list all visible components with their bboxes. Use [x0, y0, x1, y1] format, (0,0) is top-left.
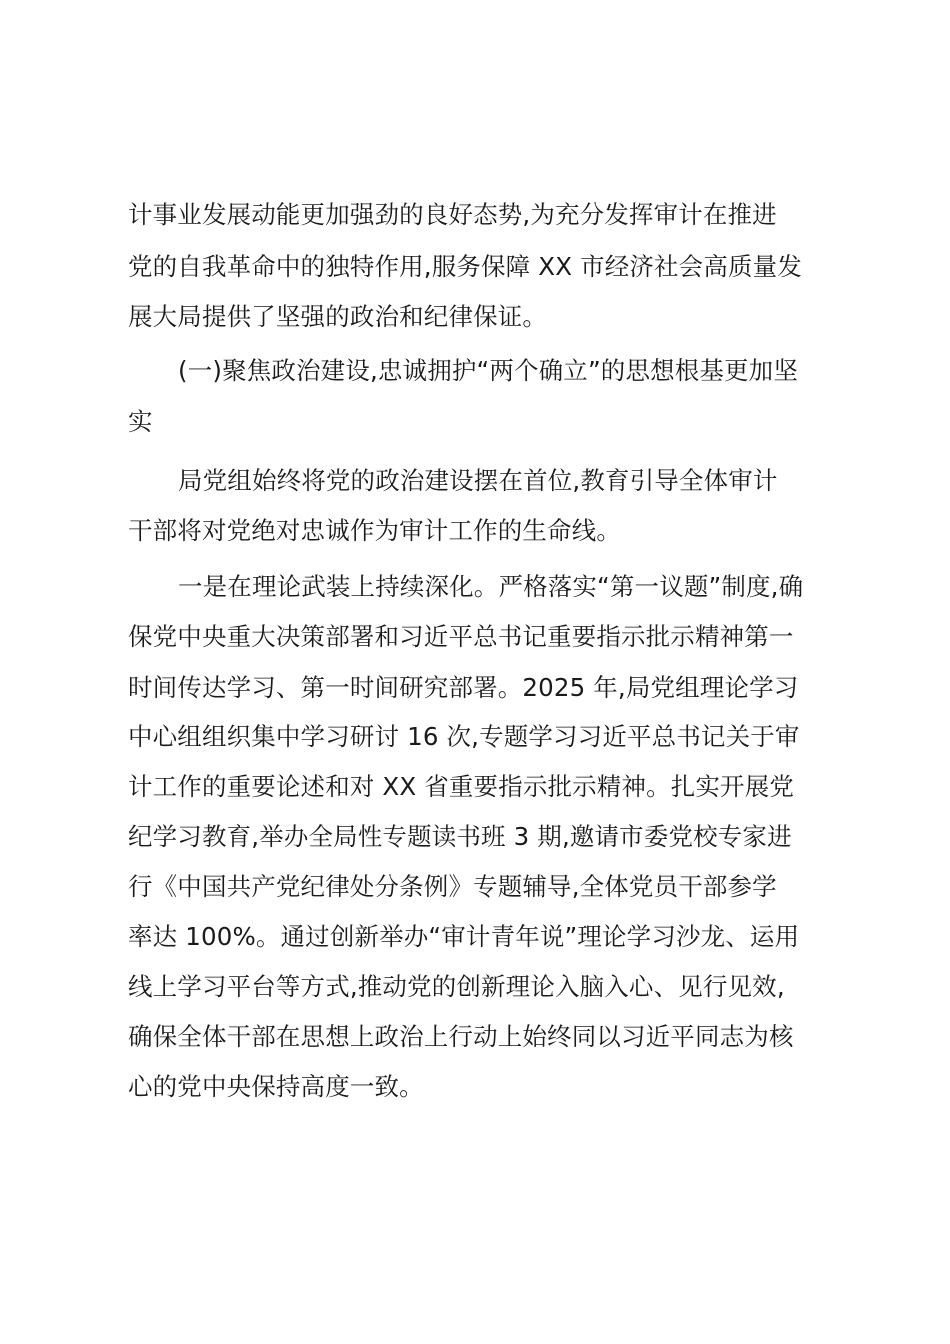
text-line: 时间传达学习、第一时间研究部署。2025 年,局党组理论学习 — [128, 673, 799, 702]
text-line: 局党组始终将党的政治建设摆在首位,教育引导全体审计 — [178, 466, 778, 495]
section-heading-continuation: 实 — [128, 407, 153, 436]
text-line: 中心组组织集中学习研讨 16 次,专题学习习近平总书记关于审 — [128, 722, 800, 751]
text-line: 行《中国共产党纪律处分条例》专题辅导,全体党员干部参学 — [128, 872, 777, 901]
text-line: 党的自我革命中的独特作用,服务保障 XX 市经济社会高质量发 — [128, 252, 802, 281]
text-line: 率达 100%。通过创新举办“审计青年说”理论学习沙龙、运用 — [128, 922, 800, 951]
text-line: 纪学习教育,举办全局性专题读书班 3 期,邀请市委党校专家进 — [128, 822, 792, 851]
section-heading: (一)聚焦政治建设,忠诚拥护“两个确立”的思想根基更加坚 — [178, 356, 798, 385]
text-line: 计事业发展动能更加强劲的良好态势,为充分发挥审计在推进 — [128, 200, 777, 229]
text-line: 心的党中央保持高度一致。 — [128, 1072, 424, 1101]
text-line: 保党中央重大决策部署和习近平总书记重要指示批示精神第一 — [128, 622, 794, 651]
text-line: 计工作的重要论述和对 XX 省重要指示批示精神。扎实开展党 — [128, 772, 794, 801]
text-line: 展大局提供了坚强的政治和纪律保证。 — [128, 302, 548, 331]
text-line: 一是在理论武装上持续深化。严格落实“第一议题”制度,确 — [178, 572, 804, 601]
text-line: 干部将对党绝对忠诚作为审计工作的生命线。 — [128, 516, 621, 545]
text-line: 确保全体干部在思想上政治上行动上始终同以习近平同志为核 — [128, 1022, 794, 1051]
text-line: 线上学习平台等方式,推动党的创新理论入脑入心、见行见效, — [128, 972, 785, 1001]
